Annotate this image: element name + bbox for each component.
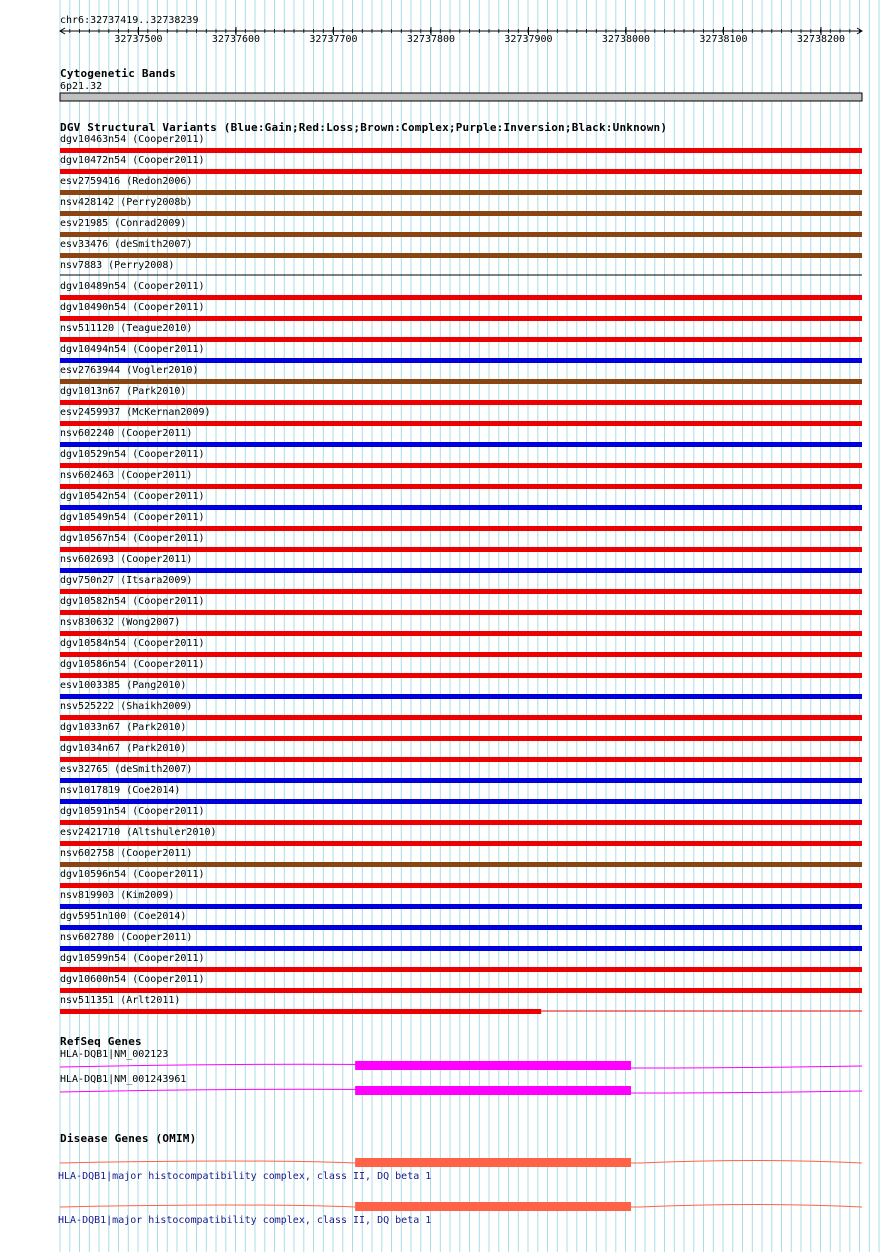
omim-track-title: Disease Genes (OMIM) bbox=[60, 1132, 197, 1145]
variant-bar bbox=[60, 652, 862, 657]
variant-bar bbox=[60, 148, 862, 153]
variant-bar bbox=[60, 421, 862, 426]
variant-label: nsv525222 (Shaikh2009) bbox=[60, 701, 193, 712]
variant-label: esv2459937 (McKernan2009) bbox=[60, 407, 211, 418]
variant-bar bbox=[60, 946, 862, 951]
variant-label: nsv7883 (Perry2008) bbox=[60, 260, 175, 271]
variant-bar bbox=[60, 295, 862, 300]
variant-bar bbox=[60, 169, 862, 174]
refseq-exon-block bbox=[355, 1061, 631, 1070]
omim-exon-block bbox=[355, 1202, 631, 1211]
variant-label: esv21985 (Conrad2009) bbox=[60, 218, 187, 229]
omim-gene-label: HLA-DQB1|major histocompatibility complex, class II, DQ beta 1 bbox=[58, 1171, 432, 1182]
variant-bar bbox=[60, 1009, 541, 1014]
variant-label: dgv10463n54 (Cooper2011) bbox=[60, 134, 205, 145]
variant-label: dgv10472n54 (Cooper2011) bbox=[60, 155, 205, 166]
variant-label: esv32765 (deSmith2007) bbox=[60, 764, 193, 775]
variant-bar bbox=[60, 568, 862, 573]
variant-bar bbox=[60, 862, 862, 867]
ruler-tick-label: 32737600 bbox=[211, 34, 261, 45]
refseq-exon-block bbox=[355, 1086, 631, 1095]
variant-bar bbox=[60, 610, 862, 615]
variant-label: esv33476 (deSmith2007) bbox=[60, 239, 193, 250]
variant-label: dgv10549n54 (Cooper2011) bbox=[60, 512, 205, 523]
variant-label: nsv428142 (Perry2008b) bbox=[60, 197, 193, 208]
refseq-gene-label: HLA-DQB1|NM_001243961 bbox=[60, 1074, 187, 1085]
variant-bar bbox=[60, 694, 862, 699]
variant-bar bbox=[60, 820, 862, 825]
variant-bar bbox=[60, 715, 862, 720]
variant-label: dgv10490n54 (Cooper2011) bbox=[60, 302, 205, 313]
variant-bar bbox=[60, 526, 862, 531]
variant-bar bbox=[60, 988, 862, 993]
variant-label: dgv1034n67 (Park2010) bbox=[60, 743, 187, 754]
variant-label: dgv1013n67 (Park2010) bbox=[60, 386, 187, 397]
variant-bar bbox=[60, 190, 862, 195]
variant-label: esv2763944 (Vogler2010) bbox=[60, 365, 199, 376]
variant-bar bbox=[60, 673, 862, 678]
variant-label: dgv10529n54 (Cooper2011) bbox=[60, 449, 205, 460]
variant-label: esv2759416 (Redon2006) bbox=[60, 176, 193, 187]
variant-bar bbox=[60, 736, 862, 741]
variant-bar bbox=[60, 463, 862, 468]
variant-label: nsv602463 (Cooper2011) bbox=[60, 470, 193, 481]
variant-bar bbox=[60, 883, 862, 888]
ruler-tick-label: 32737700 bbox=[309, 34, 358, 45]
variant-label: nsv602240 (Cooper2011) bbox=[60, 428, 193, 439]
variant-bar bbox=[60, 967, 862, 972]
variant-label: nsv830632 (Wong2007) bbox=[60, 617, 181, 628]
variant-label: dgv750n27 (Itsara2009) bbox=[60, 575, 193, 586]
variant-bar bbox=[60, 442, 862, 447]
variant-bar bbox=[60, 484, 862, 489]
ruler-tick-label: 32737900 bbox=[504, 34, 553, 45]
variant-label: esv2421710 (Altshuler2010) bbox=[60, 827, 217, 838]
ruler-tick-label: 32738200 bbox=[796, 34, 846, 45]
coordinate-label: chr6:32737419..32738239 bbox=[60, 15, 199, 26]
variant-label: nsv819903 (Kim2009) bbox=[60, 890, 175, 901]
variant-label: nsv1017819 (Coe2014) bbox=[60, 785, 181, 796]
variant-label: dgv10489n54 (Cooper2011) bbox=[60, 281, 205, 292]
variant-bar bbox=[60, 799, 862, 804]
variant-label: dgv10596n54 (Cooper2011) bbox=[60, 869, 205, 880]
variant-label: nsv602780 (Cooper2011) bbox=[60, 932, 193, 943]
variant-bar bbox=[60, 253, 862, 258]
variant-bar bbox=[60, 925, 862, 930]
dgv-track-title: DGV Structural Variants (Blue:Gain;Red:Loss;Brown:Complex;Purple:Inversion;Black:Unknown) bbox=[60, 121, 668, 134]
refseq-gene-label: HLA-DQB1|NM_002123 bbox=[60, 1049, 169, 1060]
variant-bar bbox=[60, 631, 862, 636]
variant-label: dgv5951n100 (Coe2014) bbox=[60, 911, 187, 922]
variant-label: dgv10542n54 (Cooper2011) bbox=[60, 491, 205, 502]
variant-bar bbox=[60, 358, 862, 363]
variant-bar bbox=[60, 589, 862, 594]
variant-label: dgv10584n54 (Cooper2011) bbox=[60, 638, 205, 649]
variant-bar bbox=[60, 379, 862, 384]
variant-label: nsv602758 (Cooper2011) bbox=[60, 848, 193, 859]
variant-bar bbox=[60, 400, 862, 405]
omim-exon-block bbox=[355, 1158, 631, 1167]
variant-label: esv1003385 (Pang2010) bbox=[60, 680, 187, 691]
variant-bar bbox=[60, 757, 862, 762]
variant-bar bbox=[60, 778, 862, 783]
variant-bar bbox=[60, 505, 862, 510]
variant-label: nsv511120 (Teague2010) bbox=[60, 323, 193, 334]
refseq-track-title: RefSeq Genes bbox=[60, 1035, 142, 1048]
cytoband-bar bbox=[60, 93, 862, 101]
ruler-tick-label: 32738000 bbox=[601, 34, 651, 45]
ruler-tick-label: 32737800 bbox=[406, 34, 456, 45]
variant-label: dgv10591n54 (Cooper2011) bbox=[60, 806, 205, 817]
variant-bar bbox=[60, 211, 862, 216]
variant-label: nsv511351 (Arlt2011) bbox=[60, 995, 181, 1006]
variant-label: dgv10586n54 (Cooper2011) bbox=[60, 659, 205, 670]
cytoband-track-title: Cytogenetic Bands bbox=[60, 67, 176, 80]
variant-label: dgv1033n67 (Park2010) bbox=[60, 722, 187, 733]
variant-bar bbox=[60, 316, 862, 321]
ruler-tick-label: 32737500 bbox=[114, 34, 163, 45]
variant-label: dgv10567n54 (Cooper2011) bbox=[60, 533, 205, 544]
variant-label: dgv10600n54 (Cooper2011) bbox=[60, 974, 205, 985]
ruler-tick-label: 32738100 bbox=[699, 34, 748, 45]
variant-label: nsv602693 (Cooper2011) bbox=[60, 554, 193, 565]
variant-bar bbox=[60, 841, 862, 846]
variant-bar bbox=[60, 232, 862, 237]
variant-bar bbox=[60, 337, 862, 342]
variant-bar bbox=[60, 547, 862, 552]
cytoband-label: 6p21.32 bbox=[60, 81, 103, 92]
variant-label: dgv10599n54 (Cooper2011) bbox=[60, 953, 205, 964]
variant-label: dgv10582n54 (Cooper2011) bbox=[60, 596, 205, 607]
omim-gene-label: HLA-DQB1|major histocompatibility complex, class II, DQ beta 1 bbox=[58, 1215, 432, 1226]
variant-label: dgv10494n54 (Cooper2011) bbox=[60, 344, 205, 355]
variant-bar bbox=[60, 904, 862, 909]
